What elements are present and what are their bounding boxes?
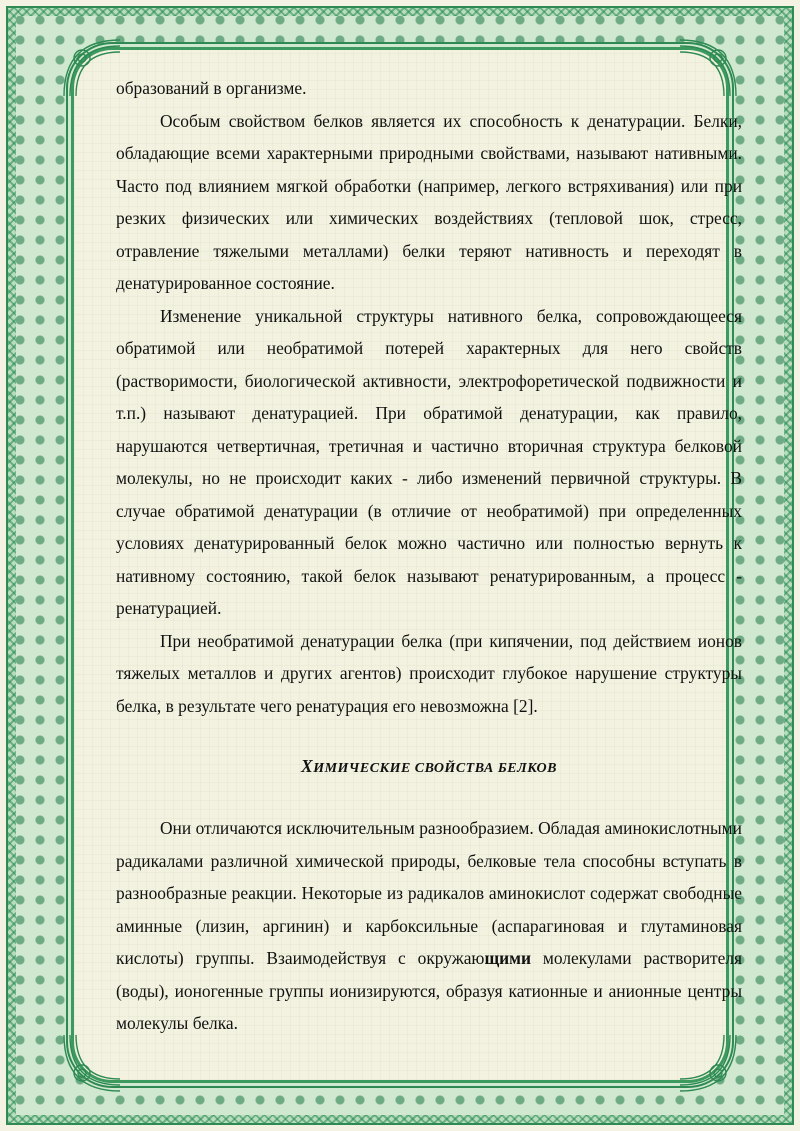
heading-rest: ИМИЧЕСКИЕ СВОЙСТВА БЕЛКОВ bbox=[313, 761, 557, 776]
corner-ornament-bottom-left bbox=[60, 1031, 124, 1095]
paragraph-chemical-properties bbox=[116, 812, 742, 1040]
bold-fragment: щими bbox=[484, 948, 532, 968]
corner-ornament-top-left bbox=[60, 36, 124, 100]
paragraph-denaturation: Особым свойством белков является их способность к денатурации. Белки, обладающие всеми характерными природными свойствами, называют нативными. Часто под влиянием мягкой обработки (например, легкого встряхивания) или при резких физических или химических воздействиях (тепловой шок, стресс, отравление тяжелыми металлами) белки теряют нативность и переходят в денатурированное состояние. bbox=[116, 110, 742, 293]
section-heading bbox=[116, 750, 742, 785]
corner-ornament-bottom-right bbox=[676, 1031, 740, 1095]
paragraph-irreversible: При необратимой денатурации белка (при кипячении, под действием ионов тяжелых металлов и других агентов) происходит глубокое нарушение структуры белка, в результате чего ренатурация его невозможна [2]. bbox=[116, 630, 742, 716]
paragraph-continuation: образований в организме. bbox=[116, 78, 307, 98]
paragraph-text-end: молекулами растворителя (воды), ионогенные группы ионизируются, образуя катионные и анионные центры молекулы белка. bbox=[116, 948, 742, 1033]
paragraph-structure-change: Изменение уникальной структуры нативного белка, сопровождающееся обратимой или необратимой потерей характерных для него свойств (растворимости, биологической активности, электрофоретической подвижности и т.п.) называют денатурацией. При обратимой денатурации, как правило, нарушаются четвертичная, третичная и частично вторичная структура белковой молекулы, но не происходит каких - либо изменений первичной структуры. В случае обратимой денатурации (в отличие от необратимой) при определенных условиях денатурированный белок можно частично или полностью вернуть к нативному состоянию, такой белок называют ренатурированным, а процесс - ренатурацией. bbox=[116, 305, 742, 618]
document-body bbox=[116, 72, 742, 1040]
paragraph-text-start: Они отличаются исключительным разнообразием. Обладая аминокислотными радикалами различной химической природы, белковые тела способны вступать в разнообразные реакции. Некоторые из радикалов аминокислот содержат свободные аминные (лизин, аргинин) и карбоксильные (аспарагиновая и глутаминовая кислоты) группы. Взаимодействуя с окружаю bbox=[116, 818, 742, 968]
heading-first-letter: Х bbox=[301, 756, 314, 776]
